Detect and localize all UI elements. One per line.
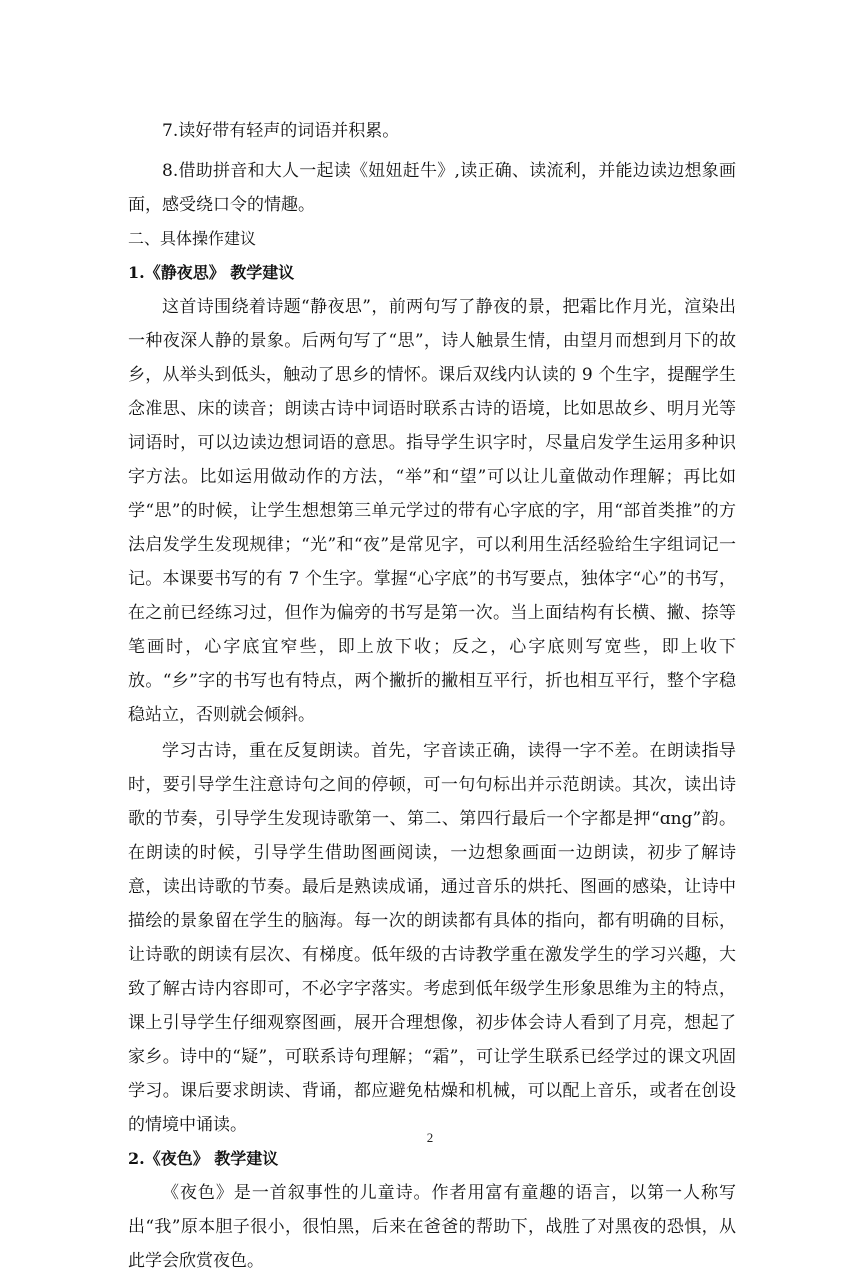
section-heading: 二、具体操作建议 [128,229,257,248]
lesson-1-heading: 1.《静夜思》 教学建议 [128,263,295,282]
objective-7: 7.读好带有轻声的词语并积累。 [162,121,400,141]
lesson-1-paragraph-2: 学习古诗，重在反复朗读。首先，字音读正确，读得一字不差。在朗读指导时，要引导学生注意诗句之间的停顿，可一句句标出并示范朗读。其次，读出诗歌的节奏，引导学生发现诗歌第一、第二、第四行最后一个字都是押“ɑng”韵。在朗读的时候，引导学生借助图画阅读，一边想象画面一边朗读，初步了解诗意，读出诗歌的节奏。最后是熟读成诵，通过音乐的烘托、图画的感染，让诗中描绘的景象留在学生的脑海。每一次的朗读都有具体的指向，都有明确的目标，让诗歌的朗读有层次、有梯度。低年级的古诗教学重在激发学生的学习兴趣，大致了解古诗内容即可，不必字字落实。考虑到低年级学生形象思维为主的特点，课上引导学生仔细观察图画，展开合理想像，初步体会诗人看到了月亮，想起了家乡。诗中的“疑”，可联系诗句理解；“霜”，可让学生联系已经学过的课文巩固学习。课后要求朗读、背诵，都应避免枯燥和机械，可以配上音乐，或者在创设的情境中诵读。 [128,741,736,1135]
lesson-1-paragraph-1: 这首诗围绕着诗题“静夜思”，前两句写了静夜的景，把霜比作月光，渲染出一种夜深人静的景象。后两句写了“思”，诗人触景生情，由望月而想到月下的故乡，从举头到低头，触动了思乡的情怀。课后双线内认读的 9 个生字，提醒学生念准思、床的读音；朗读古诗中词语时联系古诗的语境，比如思故乡、明月光等词语时，可以边读边想词语的意思。指导学生识字时，尽量启发学生运用多种识字方法。比如运用做动作的方法，“举”和“望”可以让儿童做动作理解；再比如学“思”的时候，让学生想想第三单元学过的带有心字底的字，用“部首类推”的方法启发学生发现规律；“光”和“夜”是常见字，可以利用生活经验给生字组词记一记。本课要书写的有 7 个生字。掌握“心字底”的书写要点，独体字“心”的书写，在之前已经练习过，但作为偏旁的书写是第一次。当上面结构有长横、撇、捺等笔画时，心字底宜窄些，即上放下收；反之，心字底则写宽些，即上收下放。“乡”字的书写也有特点，两个撇折的撇相互平行，折也相互平行，整个字稳稳站立，否则就会倾斜。 [128,297,736,725]
document-body [128,114,736,1278]
page-number: 2 [426,1130,434,1145]
lesson-2-heading: 2.《夜色》 教学建议 [128,1149,279,1168]
objective-8: 8.借助拼音和大人一起读《妞妞赶牛》,读正确、读流利，并能边读边想象画面，感受绕口令的情趣。 [128,161,736,215]
lesson-2-paragraph-1: 《夜色》是一首叙事性的儿童诗。作者用富有童趣的语言，以第一人称写出“我”原本胆子很小，很怕黑，后来在爸爸的帮助下，战胜了对黑夜的恐惧，从此学会欣赏夜色。 [128,1183,736,1271]
